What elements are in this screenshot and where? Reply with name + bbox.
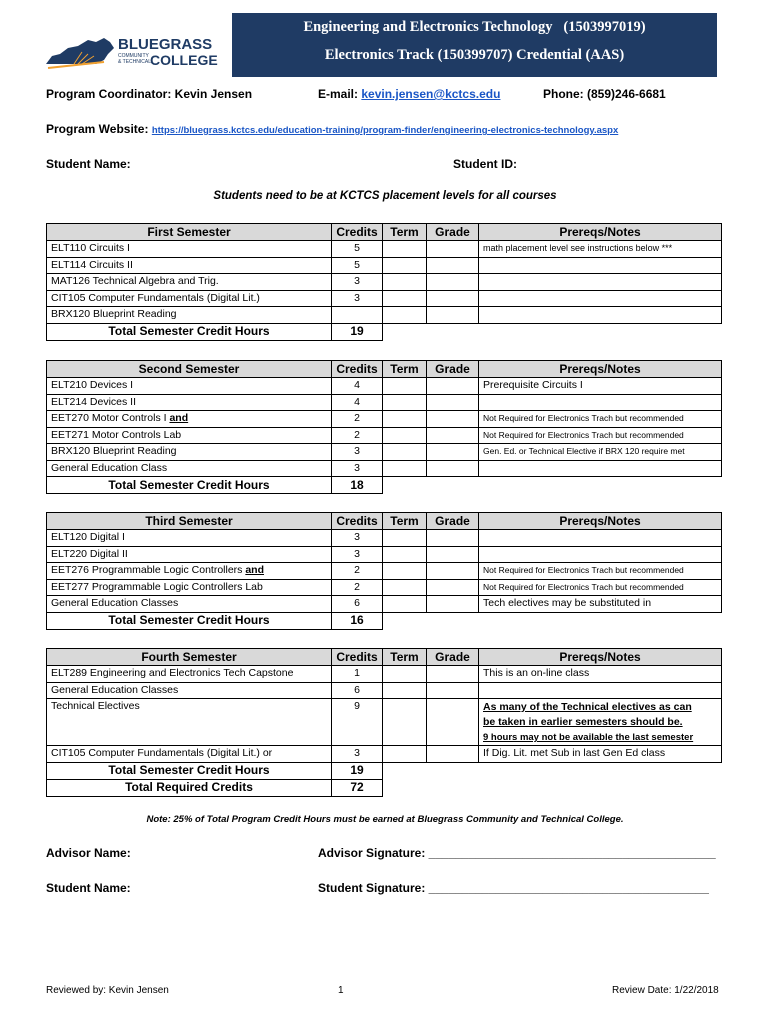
credits-header: Credits <box>332 649 383 666</box>
term-cell[interactable] <box>383 579 427 596</box>
table-row <box>47 746 722 763</box>
total-label: Total Semester Credit Hours <box>47 612 332 629</box>
website-label: Program Website: <box>46 122 152 136</box>
student-id-label: Student ID: <box>453 157 517 171</box>
program-note: Note: 25% of Total Program Credit Hours must be earned at Bluegrass Community and Technical College. <box>146 814 624 825</box>
total-label: Total Semester Credit Hours <box>47 762 332 779</box>
term-cell[interactable] <box>383 411 427 428</box>
credits-header: Credits <box>332 513 383 530</box>
course-credits <box>332 307 383 324</box>
table-row <box>47 241 722 258</box>
email-line <box>318 87 500 101</box>
required-label: Total Required Credits <box>47 779 332 796</box>
term-cell[interactable] <box>383 546 427 563</box>
course-credits: 3 <box>332 546 383 563</box>
grade-cell[interactable] <box>427 563 479 580</box>
grade-cell[interactable] <box>427 596 479 613</box>
course-name: General Education Class <box>47 460 332 477</box>
credits-header: Credits <box>332 224 383 241</box>
course-credits: 3 <box>332 274 383 291</box>
table-row <box>47 530 722 547</box>
term-cell[interactable] <box>383 682 427 699</box>
credits-header: Credits <box>332 361 383 378</box>
table-row <box>47 307 722 324</box>
table-row <box>47 579 722 596</box>
course-name: EET271 Motor Controls Lab <box>47 427 332 444</box>
total-credits: 19 <box>332 323 383 340</box>
table-row <box>47 546 722 563</box>
term-header: Term <box>383 361 427 378</box>
term-cell[interactable] <box>383 257 427 274</box>
course-note <box>479 257 722 274</box>
prereqs-header: Prereqs/Notes <box>479 224 722 241</box>
term-cell[interactable] <box>383 241 427 258</box>
program-title: Engineering and Electronics Technology (1503997019) <box>303 19 646 35</box>
grade-cell[interactable] <box>427 307 479 324</box>
logo-college: COLLEGE <box>150 52 218 68</box>
fourth-semester-table <box>46 648 722 797</box>
semester-title: Second Semester <box>47 361 332 378</box>
course-name: General Education Classes <box>47 596 332 613</box>
course-name: CIT105 Computer Fundamentals (Digital Lit.) or <box>47 746 332 763</box>
bluegrass-logo <box>44 34 218 74</box>
grade-header: Grade <box>427 649 479 666</box>
table-row <box>47 394 722 411</box>
course-credits: 4 <box>332 394 383 411</box>
course-name: MAT126 Technical Algebra and Trig. <box>47 274 332 291</box>
course-note <box>479 682 722 699</box>
grade-cell[interactable] <box>427 460 479 477</box>
course-note: Not Required for Electronics Trach but recommended <box>479 411 722 428</box>
review-date: Review Date: 1/22/2018 <box>612 985 719 996</box>
grade-cell[interactable] <box>427 746 479 763</box>
table-row <box>47 427 722 444</box>
total-row <box>47 323 722 340</box>
course-note: math placement level see instructions below *** <box>479 241 722 258</box>
total-row <box>47 612 722 629</box>
term-cell[interactable] <box>383 444 427 461</box>
term-cell[interactable] <box>383 394 427 411</box>
course-name: ELT210 Devices I <box>47 378 332 395</box>
grade-header: Grade <box>427 513 479 530</box>
and-marker: and <box>169 412 189 425</box>
course-note <box>479 394 722 411</box>
course-name: CIT105 Computer Fundamentals (Digital Lit.) <box>47 290 332 307</box>
course-note <box>479 290 722 307</box>
page-number: 1 <box>338 985 344 996</box>
table-row <box>47 411 722 428</box>
term-cell[interactable] <box>383 460 427 477</box>
grade-cell[interactable] <box>427 427 479 444</box>
course-credits: 6 <box>332 596 383 613</box>
course-credits: 5 <box>332 257 383 274</box>
course-name: ELT114 Circuits II <box>47 257 332 274</box>
course-note: Not Required for Electronics Trach but recommended <box>479 579 722 596</box>
term-header: Term <box>383 224 427 241</box>
course-note: If Dig. Lit. met Sub in last Gen Ed class <box>479 746 722 763</box>
course-credits: 1 <box>332 666 383 683</box>
course-note: Not Required for Electronics Trach but recommended <box>479 427 722 444</box>
grade-cell[interactable] <box>427 682 479 699</box>
website-line <box>46 122 618 136</box>
grade-cell[interactable] <box>427 290 479 307</box>
prereqs-header: Prereqs/Notes <box>479 649 722 666</box>
course-note: Tech electives may be substituted in <box>479 596 722 613</box>
course-note: Gen. Ed. or Technical Elective if BRX 120 require met <box>479 444 722 461</box>
course-credits: 3 <box>332 290 383 307</box>
table-row <box>47 274 722 291</box>
course-credits: 5 <box>332 241 383 258</box>
term-header: Term <box>383 513 427 530</box>
grade-header: Grade <box>427 224 479 241</box>
first-semester-table <box>46 223 722 341</box>
course-name: ELT289 Engineering and Electronics Tech Capstone <box>47 666 332 683</box>
course-note <box>479 546 722 563</box>
email-label: E-mail: <box>318 87 362 101</box>
table-row <box>47 378 722 395</box>
course-credits: 2 <box>332 427 383 444</box>
grade-cell[interactable] <box>427 546 479 563</box>
grade-cell[interactable] <box>427 579 479 596</box>
course-name: ELT120 Digital I <box>47 530 332 547</box>
course-name: ELT220 Digital II <box>47 546 332 563</box>
table-row <box>47 563 722 580</box>
course-note: Not Required for Electronics Trach but recommended <box>479 563 722 580</box>
program-coordinator: Program Coordinator: Kevin Jensen <box>46 87 253 101</box>
course-note <box>479 460 722 477</box>
grade-header: Grade <box>427 361 479 378</box>
semester-title: Third Semester <box>47 513 332 530</box>
term-header: Term <box>383 649 427 666</box>
course-name: ELT214 Devices II <box>47 394 332 411</box>
term-cell[interactable] <box>383 274 427 291</box>
term-cell[interactable] <box>383 699 427 746</box>
course-credits: 3 <box>332 444 383 461</box>
grade-cell[interactable] <box>427 699 479 746</box>
term-cell[interactable] <box>383 307 427 324</box>
student-name-label-2: Student Name: <box>46 881 131 895</box>
required-row <box>47 779 722 796</box>
course-credits: 2 <box>332 563 383 580</box>
term-cell[interactable] <box>383 378 427 395</box>
course-credits: 3 <box>332 460 383 477</box>
table-row <box>47 666 722 683</box>
course-credits: 3 <box>332 530 383 547</box>
grade-cell[interactable] <box>427 411 479 428</box>
table-row <box>47 444 722 461</box>
course-note <box>479 530 722 547</box>
semester-title: Fourth Semester <box>47 649 332 666</box>
placement-note: Students need to be at KCTCS placement levels for all courses <box>213 190 557 202</box>
email-link[interactable]: kevin.jensen@kctcs.edu <box>361 87 501 101</box>
grade-cell[interactable] <box>427 394 479 411</box>
second-semester-table <box>46 360 722 494</box>
total-row <box>47 762 722 779</box>
course-credits: 2 <box>332 579 383 596</box>
advisor-signature-line[interactable]: Advisor Signature: ___________________________________________ <box>318 846 716 860</box>
course-note <box>479 274 722 291</box>
course-name: BRX120 Blueprint Reading <box>47 307 332 324</box>
total-label: Total Semester Credit Hours <box>47 477 332 494</box>
grade-cell[interactable] <box>427 530 479 547</box>
course-note: This is an on-line class <box>479 666 722 683</box>
course-credits: 9 <box>332 699 383 746</box>
total-credits: 16 <box>332 612 383 629</box>
table-row <box>47 682 722 699</box>
total-label: Total Semester Credit Hours <box>47 323 332 340</box>
grade-cell[interactable] <box>427 274 479 291</box>
grade-cell[interactable] <box>427 257 479 274</box>
term-cell[interactable] <box>383 746 427 763</box>
total-credits: 19 <box>332 762 383 779</box>
course-credits: 2 <box>332 411 383 428</box>
website-link[interactable]: https://bluegrass.kctcs.edu/education-training/program-finder/engineering-electronics-technology.aspx <box>151 125 619 136</box>
course-note <box>479 307 722 324</box>
term-cell[interactable] <box>383 563 427 580</box>
and-marker: and <box>245 564 265 577</box>
table-row <box>47 460 722 477</box>
grade-cell[interactable] <box>427 444 479 461</box>
course-name: ELT110 Circuits I <box>47 241 332 258</box>
course-name: BRX120 Blueprint Reading <box>47 444 332 461</box>
grade-cell[interactable] <box>427 378 479 395</box>
reviewed-by: Reviewed by: Kevin Jensen <box>46 985 169 996</box>
course-note: As many of the Technical electives as can be taken in earlier semesters should be. 9 hours may not be available the last semester <box>479 699 722 746</box>
prereqs-header: Prereqs/Notes <box>479 361 722 378</box>
total-row <box>47 477 722 494</box>
student-signature-line[interactable]: Student Signature: __________________________________________ <box>318 881 709 895</box>
term-cell[interactable] <box>383 530 427 547</box>
semester-title: First Semester <box>47 224 332 241</box>
logo-sub: COMMUNITY & TECHNICAL <box>118 53 151 65</box>
prereqs-header: Prereqs/Notes <box>479 513 722 530</box>
total-credits: 18 <box>332 477 383 494</box>
term-cell[interactable] <box>383 596 427 613</box>
course-name: General Education Classes <box>47 682 332 699</box>
table-row <box>47 257 722 274</box>
third-semester-table <box>46 512 722 630</box>
term-cell[interactable] <box>383 290 427 307</box>
term-cell[interactable] <box>383 427 427 444</box>
course-name: EET270 Motor Controls I and <box>47 411 332 428</box>
advisor-name-label: Advisor Name: <box>46 846 131 860</box>
student-name-label: Student Name: <box>46 157 131 171</box>
course-credits: 4 <box>332 378 383 395</box>
course-note: Prerequisite Circuits I <box>479 378 722 395</box>
required-credits: 72 <box>332 779 383 796</box>
course-name: EET276 Programmable Logic Controllers and <box>47 563 332 580</box>
term-cell[interactable] <box>383 666 427 683</box>
table-row <box>47 699 722 746</box>
phone: Phone: (859)246-6681 <box>543 87 666 101</box>
course-credits: 6 <box>332 682 383 699</box>
program-header <box>232 13 717 77</box>
grade-cell[interactable] <box>427 241 479 258</box>
table-row <box>47 290 722 307</box>
table-row <box>47 596 722 613</box>
course-name: Technical Electives <box>47 699 332 746</box>
credential-title: Electronics Track (150399707) Credential (AAS) <box>324 47 625 63</box>
logo-name: BLUEGRASS <box>118 36 213 53</box>
course-name: EET277 Programmable Logic Controllers Lab <box>47 579 332 596</box>
grade-cell[interactable] <box>427 666 479 683</box>
course-credits: 3 <box>332 746 383 763</box>
